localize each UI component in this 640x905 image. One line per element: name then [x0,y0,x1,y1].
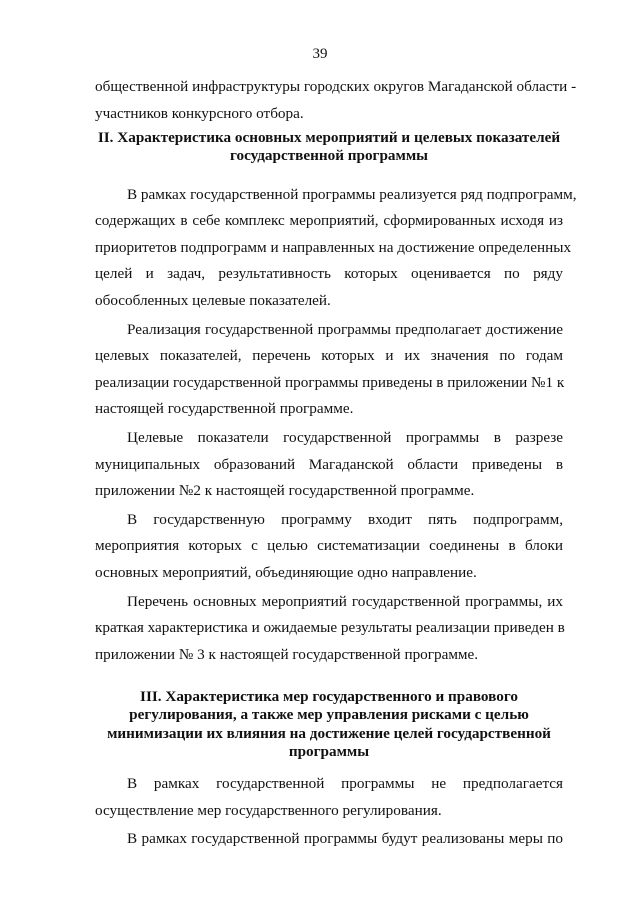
text-line: В государственную программу входит пять подпрограмм, [127,510,563,528]
heading-line: III. Характеристика мер государственного и правового [140,688,518,706]
heading-line: регулирования, а также мер управления рисками с целью [129,706,529,724]
section-2-heading [95,129,563,165]
section-2-paragraph-2 [95,317,563,423]
text-line: содержащих в себе комплекс мероприятий, сформированных исходя из [95,212,563,230]
section-2-paragraph-1 [95,182,577,315]
text-line: целей и задач, результативность которых оценивается по ряду [95,265,563,283]
section-2-paragraph-5 [95,589,563,669]
section-3-paragraph-2 [95,826,563,853]
text-line: участников конкурсного отбора. [95,104,304,122]
text-line: приложении № 3 к настоящей государственной программе. [95,645,479,663]
section-2-paragraph-4 [95,507,563,587]
text-line: муниципальных образований Магаданской области приведены в [95,455,563,473]
text-line: приложении №2 к настоящей государственной программе. [95,482,475,500]
section-3-paragraph-1 [95,771,563,824]
text-line: Перечень основных мероприятий государственной программы, их [127,592,563,610]
text-line: приоритетов подпрограмм и направленных на достижение определенных [95,238,572,256]
text-line: В рамках государственной программы не предполагается [127,775,563,793]
text-line: В рамках государственной программы будут реализованы меры по [127,830,563,848]
heading-line: программы [288,742,370,760]
text-line: Реализация государственной программы предполагает достижение [127,320,563,338]
page-content [95,74,577,853]
heading-line: государственной программы [229,147,429,165]
text-line: осуществление мер государственного регулирования. [95,801,442,819]
page-number: 39 [312,46,328,62]
section-3-heading [95,688,563,761]
text-line: В рамках государственной программы реализуется ряд подпрограмм, [127,185,577,203]
text-line: настоящей государственной программе. [95,400,354,418]
text-line: краткая характеристика и ожидаемые результаты реализации приведен в [95,619,565,637]
heading-line: II. Характеристика основных мероприятий и целевых показателей [97,129,561,147]
text-line: мероприятия которых с целью систематизации соединены в блоки [95,537,563,555]
text-line: Целевые показатели государственной программы в разрезе [127,428,563,446]
intro-paragraph [95,74,577,127]
section-2-paragraph-3 [95,425,563,505]
text-line: основных мероприятий, объединяющие одно направление. [95,563,477,581]
text-line: целевых показателей, перечень которых и их значения по годам [95,347,563,365]
text-line: общественной инфраструктуры городских округов Магаданской области - [95,78,577,95]
text-line: реализации государственной программы приведены в приложении №1 к [95,373,565,391]
text-line: обособленных целевые показателей. [95,291,331,309]
heading-line: минимизации их влияния на достижение целей государственной [107,724,551,742]
